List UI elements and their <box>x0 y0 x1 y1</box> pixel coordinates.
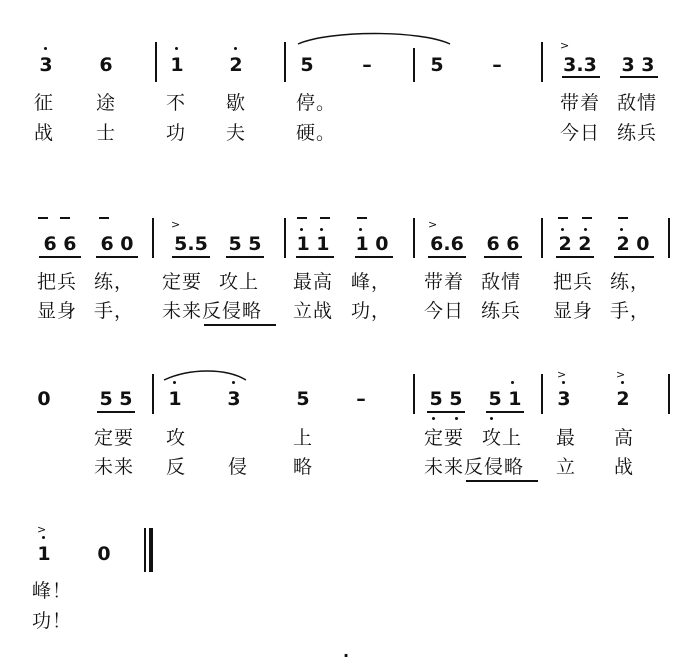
dash: – <box>356 388 366 410</box>
lyric: 把兵 <box>553 271 594 293</box>
accent-mark: > <box>557 368 567 381</box>
lyric: 带着 <box>424 271 465 293</box>
lyric: 硬。 <box>296 122 337 144</box>
note-group: 5 5 <box>99 388 133 410</box>
tie-arc <box>298 34 450 45</box>
accent-mark: > <box>616 368 626 381</box>
lyric: 未来 <box>94 456 135 478</box>
lyric: 上 <box>293 427 314 449</box>
note-group: 5 1 <box>488 388 522 410</box>
note-group: 5 5 <box>429 388 463 410</box>
lyric: 定要 <box>94 427 135 449</box>
lyric: 略 <box>293 456 314 478</box>
lyric: 练， <box>610 271 651 293</box>
note-group: 3.3 <box>563 54 597 76</box>
lyric: 练兵 <box>481 300 522 322</box>
note-group: 5 5 <box>228 233 262 255</box>
lyric: 攻上 <box>482 427 523 449</box>
lyric: 侵 <box>228 456 249 478</box>
lyric: 峰， <box>351 271 392 293</box>
lyric: 战 <box>614 456 635 478</box>
lyric: 手， <box>94 300 135 322</box>
lyric: 显身 <box>553 300 594 322</box>
note-group: 6 0 <box>100 233 134 255</box>
lyric: 夫 <box>226 122 247 144</box>
lyric: 未来反侵略 <box>162 300 263 322</box>
lyric: 今日 <box>560 122 601 144</box>
lyric: 带着 <box>560 92 601 114</box>
lyric: 功， <box>351 300 392 322</box>
lyric: 敌情 <box>481 271 522 293</box>
accent-mark: > <box>560 39 570 52</box>
note: 2 <box>229 54 243 76</box>
note-group: 2 2 <box>558 233 592 255</box>
lyric: 敌情 <box>617 92 658 114</box>
note-group: 6.6 <box>430 233 464 255</box>
lyric: 定要 <box>424 427 465 449</box>
lyric: 峰！ <box>32 580 73 602</box>
lyric: 士 <box>96 122 117 144</box>
lyric: 立战 <box>293 300 334 322</box>
note-group: 6 6 <box>486 233 520 255</box>
lyric: 功！ <box>32 610 73 632</box>
note-group: 1 0 <box>355 233 389 255</box>
note: 5 <box>430 54 444 76</box>
lyric: 手， <box>610 300 651 322</box>
lyric: 攻上 <box>219 271 260 293</box>
lyric: 攻 <box>166 427 187 449</box>
accent-mark: > <box>428 218 438 231</box>
note: 5 <box>296 388 310 410</box>
note-group: 5.5 <box>174 233 208 255</box>
lyric: 最 <box>556 427 577 449</box>
lyric: 高 <box>614 427 635 449</box>
lyric: 征 <box>34 92 55 114</box>
note-group: 2 0 <box>616 233 650 255</box>
note-group: 3 3 <box>621 54 655 76</box>
accent-mark: > <box>37 523 47 536</box>
note: 3 <box>227 388 241 410</box>
note: 0 <box>37 388 51 410</box>
note: 0 <box>97 543 111 565</box>
note: 1 <box>170 54 184 76</box>
slur-arc <box>164 371 246 380</box>
note: 1 <box>37 543 51 565</box>
dash: – <box>492 54 502 76</box>
lyric: 歇 <box>226 92 247 114</box>
note: 5 <box>300 54 314 76</box>
lyric: 最高 <box>293 271 334 293</box>
lyric: 停。 <box>296 92 337 114</box>
lyric: 立 <box>556 456 577 478</box>
lyric: 不 <box>166 92 187 114</box>
note: 2 <box>616 388 630 410</box>
lyric: 定要 <box>162 271 203 293</box>
lyric: 练， <box>94 271 135 293</box>
note: 6 <box>99 54 113 76</box>
note: 3 <box>557 388 571 410</box>
note: 1 <box>168 388 182 410</box>
lyric: 练兵 <box>617 122 658 144</box>
lyric: 途 <box>96 92 117 114</box>
note-group: 6 6 <box>43 233 77 255</box>
lyric: 功 <box>166 122 187 144</box>
lyric: 未来反侵略 <box>424 456 525 478</box>
lyric: 今日 <box>424 300 465 322</box>
accent-mark: > <box>171 218 181 231</box>
dash: – <box>362 54 372 76</box>
note-group: 1 1 <box>296 233 330 255</box>
footer-mark: · <box>342 646 350 665</box>
lyric: 战 <box>34 122 55 144</box>
lyric: 把兵 <box>37 271 78 293</box>
lyric: 反 <box>166 456 187 478</box>
note: 3 <box>39 54 53 76</box>
lyric: 显身 <box>37 300 78 322</box>
